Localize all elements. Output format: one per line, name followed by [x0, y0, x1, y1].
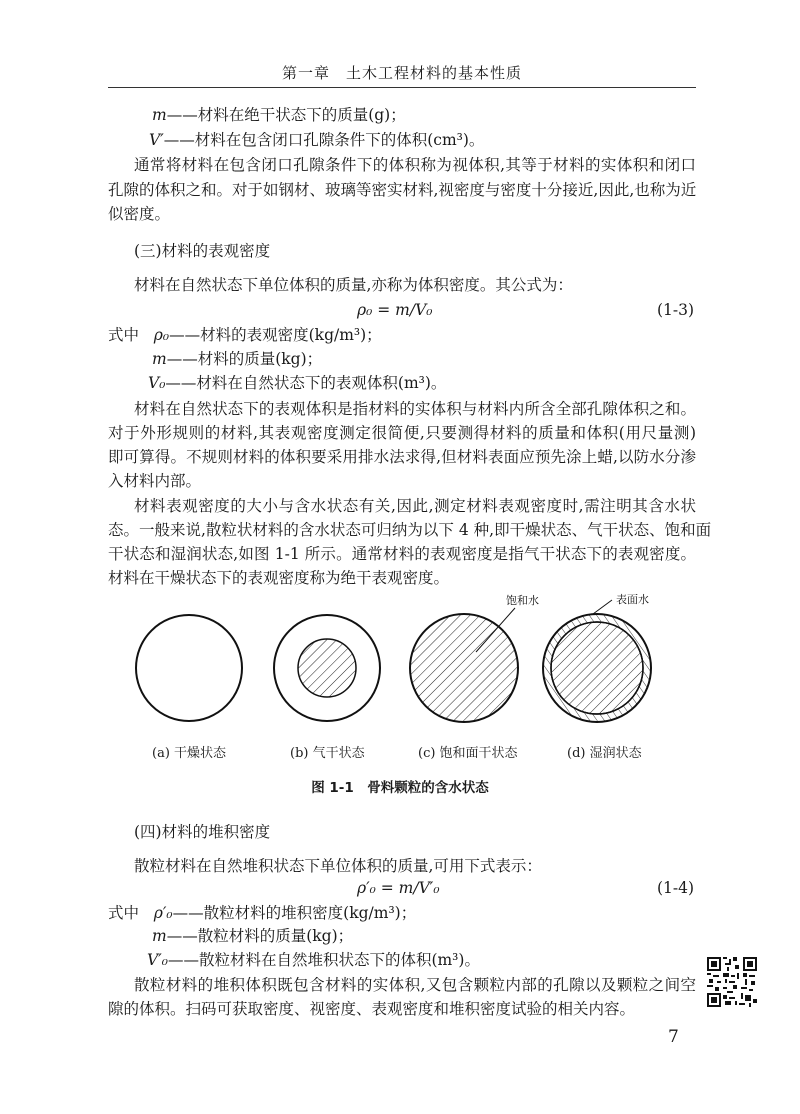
paragraph-line: 材料在自然状态下的表观体积是指材料的实体积与材料内所含全部孔隙体积之和。	[134, 400, 696, 418]
label-surface-water: 表面水	[616, 593, 649, 606]
label-saturated: 饱和水	[506, 594, 539, 607]
paragraph-line: 干状态和湿润状态,如图 1-1 所示。通常材料的表观密度是指气干状态下的表观密度。	[108, 545, 696, 563]
where-line-rho0prime: 式中 ρ′₀——散粒材料的堆积密度(kg/m³)；	[108, 904, 417, 922]
paragraph-line: 通常将材料在包含闭口孔隙条件下的体积称为视体积,其等于材料的实体积和闭口	[134, 156, 696, 174]
page-number: 7	[668, 1027, 679, 1047]
caption-c: (c) 饱和面干状态	[418, 746, 518, 761]
paragraph-line: 散粒材料在自然堆积状态下单位体积的质量,可用下式表示：	[134, 857, 542, 875]
caption-b: (b) 气干状态	[290, 746, 365, 761]
caption-d: (d) 湿润状态	[567, 746, 642, 761]
formula-1-3: ρ₀ = m/V₀	[357, 301, 433, 319]
header-rule	[108, 87, 696, 88]
paragraph-line: 隙的体积。扫码可获取密度、视密度、表观密度和堆积密度试验的相关内容。	[108, 1000, 636, 1018]
leader-line-surface	[593, 600, 612, 614]
figure-title: 图 1-1 骨料颗粒的含水状态	[311, 780, 489, 796]
where-line-m: m——散粒材料的质量(kg)；	[152, 927, 354, 945]
paragraph-line: 散粒材料的堆积体积既包含材料的实体积,又包含颗粒内部的孔隙以及颗粒之间空	[134, 976, 696, 994]
particle-wet-core	[551, 622, 643, 714]
where-line-rho0: 式中 ρ₀——材料的表观密度(kg/m³)；	[108, 326, 382, 344]
particle-air-dry-core	[298, 639, 356, 697]
caption-a: (a) 干燥状态	[152, 746, 227, 761]
where-line-v0prime: V′₀——散粒材料在自然堆积状态下的体积(m³)。	[147, 951, 480, 969]
where-line-m: m——材料的质量(kg)；	[152, 350, 323, 368]
paragraph-line: 态。一般来说,散粒状材料的含水状态可归纳为以下 4 种,即干燥状态、气干状态、饱和面	[108, 521, 712, 539]
where-line-v0: V₀——材料在自然状态下的表观体积(m³)。	[148, 374, 447, 392]
formula-1-4: ρ′₀ = m/V′₀	[357, 879, 440, 897]
formula-number: (1-3)	[656, 301, 694, 319]
paragraph-line: 入材料内部。	[108, 472, 202, 490]
paragraph-line: 材料在干燥状态下的表观密度称为绝干表观密度。	[108, 569, 450, 587]
paragraph-line: 孔隙的体积之和。对于如钢材、玻璃等密实材料,视密度与密度十分接近,因此,也称为近	[108, 181, 697, 199]
formula-number: (1-4)	[656, 879, 694, 897]
paragraph-line: 对于外形规则的材料,其表观密度测定很简便,只要测得材料的质量和体积(用尺量测)	[108, 424, 696, 442]
paragraph-line: 材料在自然状态下单位体积的质量,亦称为体积密度。其公式为：	[134, 276, 573, 294]
particle-dry	[136, 615, 242, 721]
def-line-vprime: V′——材料在包含闭口孔隙条件下的体积(cm³)。	[149, 131, 485, 149]
running-header: 第一章 土木工程材料的基本性质	[281, 64, 522, 82]
paragraph-line: 材料表观密度的大小与含水状态有关,因此,测定材料表观密度时,需注明其含水状	[134, 497, 696, 515]
def-line-m: m——材料在绝干状态下的质量(g)；	[152, 106, 406, 124]
paragraph-line: 即可算得。不规则材料的体积要采用排水法求得,但材料表面应预先涂上蜡,以防水分渗	[108, 448, 696, 466]
particle-saturated	[410, 614, 518, 722]
figure-aggregate-moisture-states	[0, 590, 800, 770]
section-heading-4: (四)材料的堆积密度	[134, 823, 271, 841]
qr-code-icon[interactable]	[707, 957, 757, 1007]
paragraph-line: 似密度。	[108, 205, 171, 223]
section-heading-3: (三)材料的表观密度	[134, 242, 271, 260]
